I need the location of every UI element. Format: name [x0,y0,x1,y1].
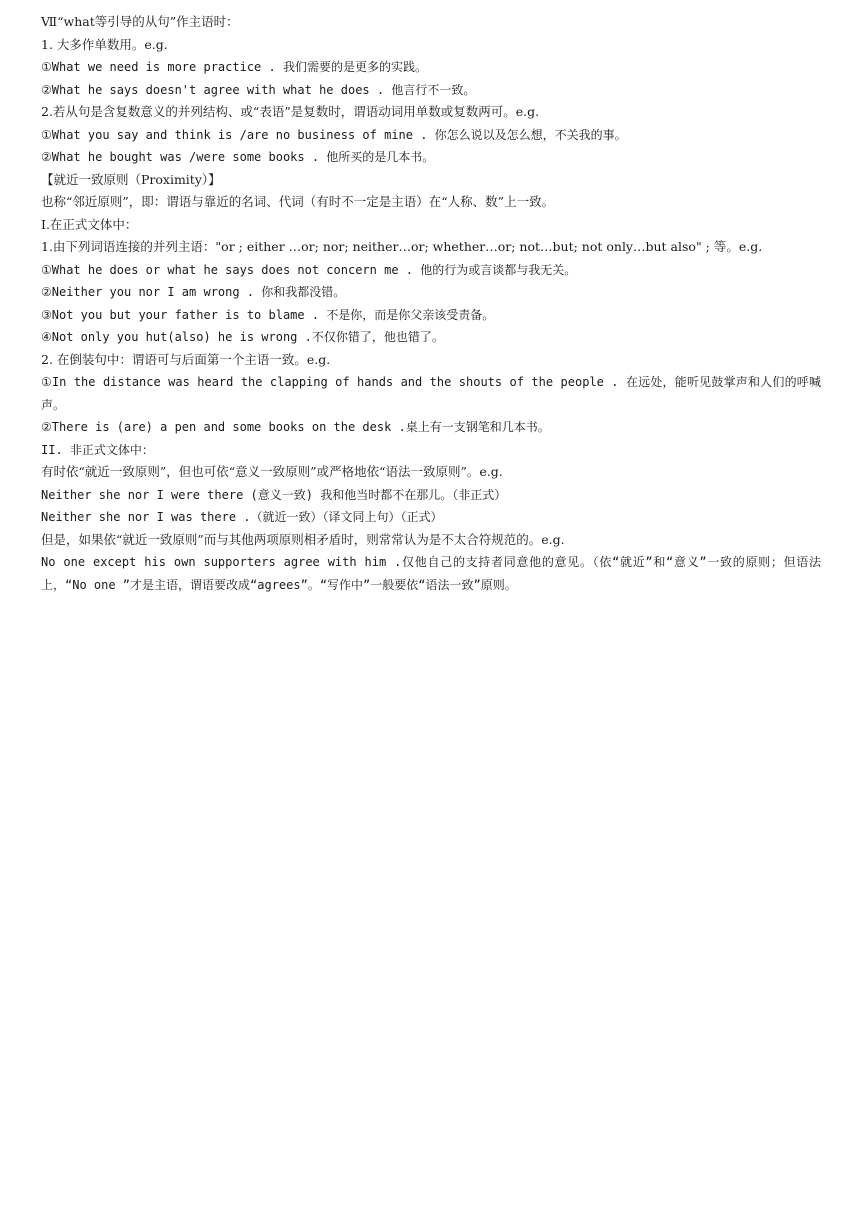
example-line: Neither she nor I was there .（就近一致）（译文同上句）（正式） [41,510,443,524]
example-line: ①What he does or what he says does not concern me . 他的行为或言谈都与我无关。 [41,262,577,277]
subsection-formal: I.在正式文体中： [41,216,138,232]
section-heading-proximity: 【就近一致原则（Proximity）】 [41,171,221,187]
example-line: Neither she nor I were there (意义一致) 我和他当时都不在那儿。（非正式） [41,487,507,502]
rule-2-plural-option: 2.若从句是含复数意义的并列结构、或“表语”是复数时，谓语动词用单数或复数两可。e.g. [41,104,540,119]
example-line: ③Not you but your father is to blame . 不是你，而是你父亲该受责备。 [41,307,495,322]
example-line: ②What he bought was /were some books . 他所买的是几本书。 [41,150,435,164]
conflict-note: 但是，如果依“就近一致原则”而与其他两项原则相矛盾时，则常常认为是不太合符规范的。e.g. [41,531,565,547]
proximity-definition: 也称“邻近原则”，即：谓语与靠近的名词、代词（有时不一定是主语）在“人称、数”上一致。 [41,194,555,209]
example-line: ①In the distance was heard the clapping of hands and the shouts of the people . 在远处，能听见鼓掌声和人们的呼喊声。 [41,375,821,412]
example-line: ②Neither you nor I am wrong . 你和我都没错。 [41,285,346,299]
example-line: ①What you say and think is /are no business of mine . 你怎么说以及怎么想，不关我的事。 [41,127,627,142]
example-line: ④Not only you hut(also) he is wrong .不仅你错了，他也错了。 [41,330,444,344]
subsection-informal: II. 非正式文体中： [41,442,154,457]
rule-1-singular: 1. 大多作单数用。e.g. [41,36,168,52]
rule-inversion: 2. 在倒装句中：谓语可与后面第一个主语一致。e.g. [41,351,331,367]
example-line: ②There is (are) a pen and some books on the desk .桌上有一支钢笔和几本书。 [41,420,550,434]
rule-coordinated-subjects: 1.由下列词语连接的并列主语："or ; either …or; nor; neither…or; whether…or; not…but; not only…but also" ; 等。e.g. [41,239,763,254]
example-line: ①What we need is more practice . 我们需要的是更多的实践。 [41,60,427,74]
informal-explanation: 有时依“就近一致原则”，但也可依“意义一致原则”或严格地依“语法一致原则”。e.g. [41,464,503,479]
section-heading-what-clause: Ⅶ“what等引导的从句”作主语时： [41,14,239,29]
example-line: No one except his own supporters agree with him .仅他自己的支持者同意他的意见。（依“就近”和“意义”一致的原则；但语法上，“No one ”才是主语，谓语要改成“agrees”。“写作中”一般要依“语法一致”原则。 [41,555,821,592]
document-page [41,11,821,596]
example-line: ②What he says doesn't agree with what he does . 他言行不一致。 [41,82,476,97]
